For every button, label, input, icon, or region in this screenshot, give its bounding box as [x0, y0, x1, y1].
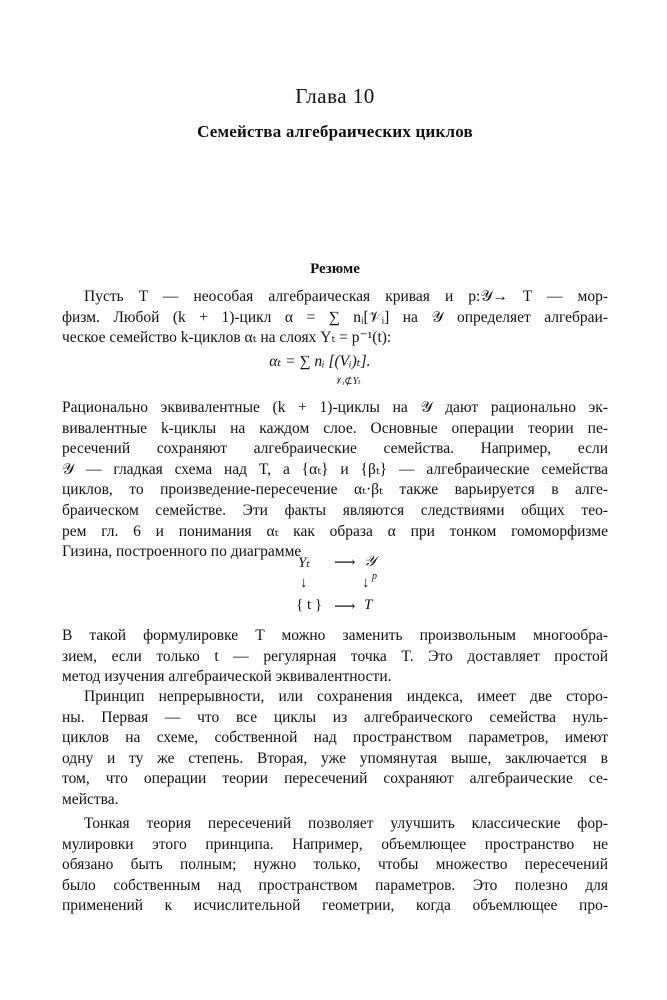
diagram-map-label: p — [372, 571, 377, 582]
paragraph-2 — [62, 398, 608, 563]
text-line: физм. Любой (k + 1)-цикл α = ∑ nᵢ[𝒱ᵢ] на 𝒴 определяет алгебраи- — [62, 308, 608, 326]
text-line: Гизина, построенного по диаграмме — [62, 543, 302, 561]
text-line: метод изучения алгебраической эквивалентности. — [62, 668, 392, 686]
text-line: браическом семействе. Эти факты являются следствиями общих тео- — [62, 501, 608, 519]
diagram-top-right: 𝒴 — [364, 554, 376, 570]
text-line: 𝒴 — гладкая схема над T, а {αₜ} и {βₜ} — алгебраические семейства — [62, 460, 608, 478]
diagram-top-left: Yₜ — [298, 555, 311, 571]
paragraph-4 — [62, 687, 608, 811]
text-line: мулировки этого принципа. Например, объемлющее пространство не — [62, 835, 608, 853]
text-line: ресечений сохраняют алгебраические семейства. Например, если — [62, 440, 608, 458]
text-line: обязано быть полным; нужно только, чтобы множество пересечений — [62, 856, 608, 874]
chapter-number: Глава 10 — [295, 84, 375, 108]
text-line: вивалентные k-циклы на каждом слое. Основные операции теории пе- — [62, 419, 608, 437]
diagram-top-arrow: ⟶ — [334, 555, 356, 571]
text-line: циклов на схеме, собственной над пространством параметров, имеют — [62, 729, 608, 747]
text-line: Пусть T — неособая алгебраическая кривая и p:𝒴→ T — мор- — [84, 288, 608, 305]
text-line: одну и ту же степень. Вторая, уже упомянутая выше, заключается в — [62, 749, 608, 767]
text-line: ны. Первая — что все циклы из алгебраического семейства нуль- — [62, 708, 608, 726]
formula-main: αₜ = ∑ nᵢ [(Vᵢ)ₜ]. — [269, 353, 371, 370]
paragraph-1 — [62, 287, 608, 349]
chapter-title: Семейства алгебраических циклов — [197, 122, 473, 141]
text-line: Тонкая теория пересечений позволяет улучшить классические фор- — [84, 815, 608, 832]
text-line: ческое семейство k-циклов αₜ на слоях Yₜ = p⁻¹(t): — [62, 329, 392, 347]
text-line: В такой формулировке T можно заменить произвольным многообра- — [62, 627, 608, 644]
paragraph-3 — [62, 626, 608, 688]
diagram-down-arrow-left: ↓ — [300, 575, 308, 591]
text-line: рем гл. 6 и понимания αₜ как образа α при тонком гомоморфизме — [62, 522, 608, 540]
diagram-bottom-arrow: ⟶ — [334, 599, 356, 615]
text-line: было собственным над пространством параметров. Это полезно для — [62, 876, 608, 894]
formula-subscript: 𝒱ᵢ⊄Yₜ — [334, 376, 361, 387]
text-line: циклов, то произведение-пересечение αₜ·βₜ также варьируется в алге- — [62, 481, 608, 499]
diagram-down-arrow-right: ↓ — [362, 575, 370, 591]
text-line: Рационально эквивалентные (k + 1)-циклы на 𝒴 дают рационально эк- — [62, 399, 608, 416]
summary-heading: Резюме — [310, 261, 360, 277]
text-line: Принцип непрерывности, или сохранения индекса, имеет две сторо- — [84, 688, 608, 705]
text-line: том, что операции теории пересечений сохраняют алгебраические се- — [62, 770, 608, 788]
formula — [62, 352, 608, 387]
text-line: мейства. — [62, 790, 119, 808]
text-line: применений к исчислительной геометрии, когда объемлющее про- — [62, 897, 608, 915]
diagram-bottom-right: T — [364, 597, 373, 613]
text-line: зием, если только t — регулярная точка T. Это доставляет простой — [62, 647, 608, 665]
diagram-bottom-left: { t } — [296, 597, 323, 613]
paragraph-5 — [62, 814, 608, 917]
